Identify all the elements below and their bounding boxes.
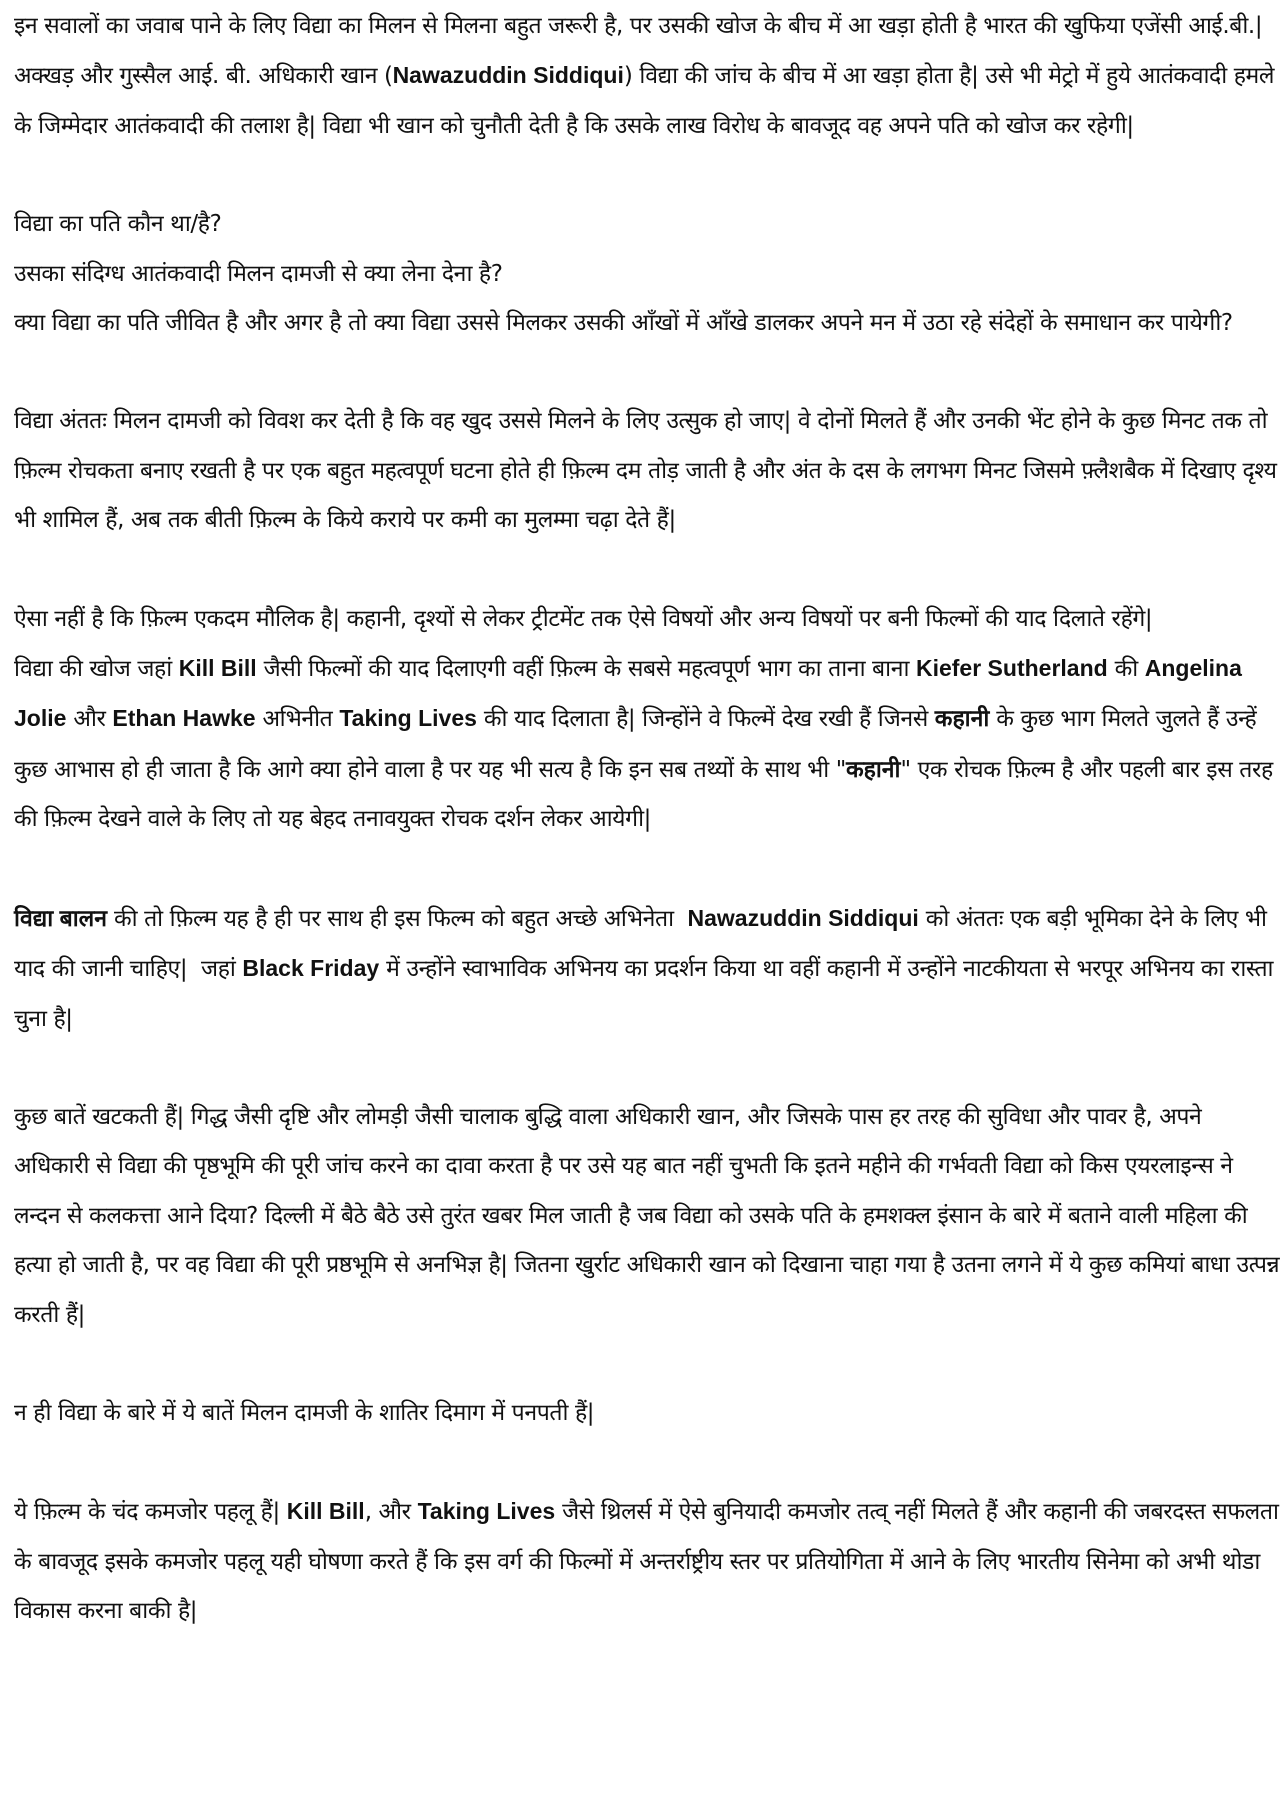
paragraph-investigation: इन सवालों का जवाब पाने के लिए विद्या का मिलन से मिलना बहुत जरूरी है, पर उसकी खोज के बीच में आ खड़ा होती है भारत की खुफिया एजेंसी आई.बी.| अक्खड़ और गुस्सैल आई. बी. अधिकारी खान (Nawazuddin Siddiqui) विद्या की जांच के बीच में आ खड़ा होता है| उसे भी मेट्रो में हुये आतंकवादी हमले के जिम्मेदार आतंकवादी की तलाश है| विद्या भी खान को चुनौती देती है कि उसके लाख विरोध के बावजूद वह अपने पति को खोज कर रहेगी| xyxy=(14,13,1275,139)
paragraph-originality: ऐसा नहीं है कि फ़िल्म एकदम मौलिक है| कहानी, दृश्यों से लेकर ट्रीटमेंट तक ऐसे विषयों और अन्य विषयों पर बनी फिल्मों की याद दिलाते रहेंगे| xyxy=(14,605,1153,632)
bold-title: Kill Bill xyxy=(178,655,257,682)
bold-title: Kill Bill xyxy=(286,1498,365,1525)
bold-title: Taking Lives xyxy=(417,1498,556,1525)
bold-title: Black Friday xyxy=(242,955,380,982)
article-body xyxy=(0,2,1280,1637)
bold-name: Nawazuddin Siddiqui xyxy=(392,62,624,89)
paragraph-flaws: कुछ बातें खटकती हैं| गिद्ध जैसी दृष्टि और लोमड़ी जैसी चालाक बुद्धि वाला अधिकारी खान, और जिसके पास हर तरह की सुविधा और पावर है, अपने अधिकारी से विद्या की पृष्ठभूमि की पूरी जांच करने का दावा करता है पर उसे यह बात नहीं चुभती कि इतने महीने की गर्भवती विद्या को किस एयरलाइन्स ने लन्दन से कलकत्ता आने दिया? दिल्ली में बैठे बैठे उसे तुरंत खबर मिल जाती है जब विद्या को उसके पति के हमशक्ल इंसान के बारे में बताने वाली महिला की हत्या हो जाती है, पर वह विद्या की पूरी प्रष्ठभूमि से अनभिज्ञ है| जितना खुर्राट अधिकारी खान को दिखाना चाहा गया है उतना लगने में ये कुछ कमियां बाधा उत्पन्न करती हैं| xyxy=(14,1103,1280,1328)
bold-name: Angelina Jolie xyxy=(14,655,1242,732)
bold-title: कहानी xyxy=(845,755,901,782)
paragraph-milan: न ही विद्या के बारे में ये बातें मिलन दामजी के शातिर दिमाग में पनपती हैं| xyxy=(14,1399,595,1426)
paragraph-climax: विद्या अंततः मिलन दामजी को विवश कर देती है कि वह खुद उससे मिलने के लिए उत्सुक हो जाए| वे दोनों मिलते हैं और उनकी भेंट होने के कुछ मिनट तक तो फ़िल्म रोचकता बनाए रखती है पर एक बहुत महत्वपूर्ण घटना होते ही फ़िल्म दम तोड़ जाती है और अंत के दस के लगभग मिनट जिसमे फ़्लैशबैक में दिखाए दृश्य भी शामिल हैं, अब तक बीती फ़िल्म के किये कराये पर कमी का मुलम्मा चढ़ा देते हैं| xyxy=(14,408,1277,534)
paragraph-conclusion: ये फ़िल्म के चंद कमजोर पहलू हैं| Kill Bill, और Taking Lives जैसे थ्रिलर्स में ऐसे बुनियादी कमजोर तत्व् नहीं मिलते हैं और कहानी की जबरदस्त सफलता के बावजूद इसके कमजोर पहलू यही घोषणा करते हैं कि इस वर्ग की फिल्मों में अन्तर्राष्ट्रीय स्तर पर प्रतियोगिता में आने के लिए भारतीय सिनेमा को अभी थोडा विकास करना बाकी है| xyxy=(14,1498,1279,1625)
bold-name: Kiefer Sutherland xyxy=(915,655,1108,682)
paragraph-comparisons: विद्या की खोज जहां Kill Bill जैसी फिल्मों की याद दिलाएगी वहीं फ़िल्म के सबसे महत्वपूर्ण भाग का ताना बाना Kiefer Sutherland की Angelina Jolie और Ethan Hawke अभिनीत Taking Lives की याद दिलाता है| जिन्होंने वे फिल्में देख रखी हैं जिनसे कहानी के कुछ भाग मिलते जुलते हैं उन्हें कुछ आभास हो ही जाता है कि आगे क्या होने वाला है पर यह भी सत्य है कि इन सब तथ्यों के साथ भी "कहानी" एक रोचक फ़िल्म है और पहली बार इस तरह की फ़िल्म देखने वाले के लिए तो यह बेहद तनावयुक्त रोचक दर्शन लेकर आयेगी| xyxy=(14,655,1273,833)
question-3: क्या विद्या का पति जीवित है और अगर है तो क्या विद्या उससे मिलकर उसकी आँखों में आँखे डालकर अपने मन में उठा रहे संदेहों के समाधान कर पायेगी? xyxy=(14,310,1233,337)
bold-name: Ethan Hawke xyxy=(112,705,256,732)
bold-name: विद्या बालन xyxy=(14,904,108,931)
bold-title: Taking Lives xyxy=(339,705,477,732)
question-2: उसका संदिग्ध आतंकवादी मिलन दामजी से क्या लेना देना है? xyxy=(14,260,503,287)
bold-title: कहानी xyxy=(934,705,990,732)
question-1: विद्या का पति कौन था/है? xyxy=(14,211,222,238)
paragraph-performances: विद्या बालन की तो फ़िल्म यह है ही पर साथ ही इस फिल्म को बहुत अच्छे अभिनेता Nawazuddin Siddiqui को अंततः एक बड़ी भूमिका देने के लिए भी याद की जानी चाहिए| जहां Black Friday में उन्होंने स्वाभाविक अभिनय का प्रदर्शन किया था वहीं कहानी में उन्होंने नाटकीयता से भरपूर अभिनय का रास्ता चुना है| xyxy=(14,904,1274,1032)
bold-name: Nawazuddin Siddiqui xyxy=(687,904,919,931)
